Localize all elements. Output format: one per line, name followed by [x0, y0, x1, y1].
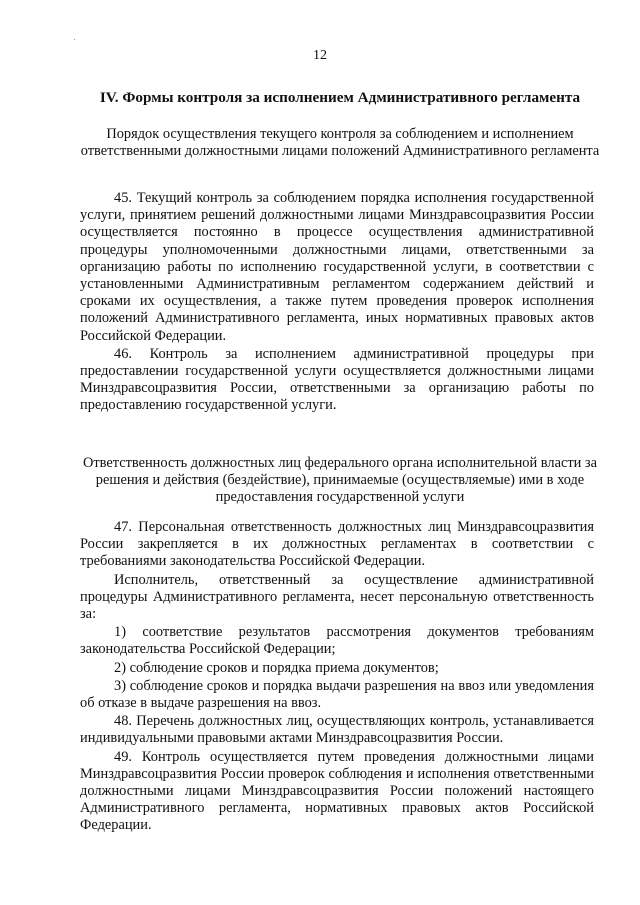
paragraph-47: 47. Персональная ответственность должностных лиц Минздравсоцразвития России закрепляется в их должностных регламентах в соответствии с требованиями законодательства Российской Федерации. [80, 519, 594, 570]
paragraph-49: 49. Контроль осуществляется путем проведения должностными лицами Минздравсоцразвития России проверок соблюдения и исполнения ответственными должностными лицами Минздравсоцразвития России положений настоящего Административного регламента, нормативных правовых актов Российской Федерации. [80, 748, 594, 834]
section-body-current-control [80, 190, 594, 415]
paragraph-45: 45. Текущий контроль за соблюдением порядка исполнения государственной услуги, принятием решений должностными лицами Минздравсоцразвития России осуществляется постоянно в процессе осуществления административной процедуры уполномоченными должностными лицами, ответственными за организацию работы по исполнению государственной услуги, в соответствии с установленными Административным регламентом содержанием действий и сроками их осуществления, а также путем проведения проверок исполнения положений Административного регламента, иных нормативных правовых актов Российской Федерации. [80, 190, 594, 344]
section-title: IV. Формы контроля за исполнением Административного регламента [99, 89, 581, 106]
list-item-2: 2) соблюдение сроков и порядка приема документов; [114, 659, 439, 676]
page-number: 12 [313, 48, 327, 63]
paragraph-48: 48. Перечень должностных лиц, осуществляющих контроль, устанавливается индивидуальными правовыми актами Минздравсоцразвития России. [80, 713, 594, 747]
subsection-title-responsibility: Ответственность должностных лиц федерального органа исполнительной власти за решения и действия (бездействие), принимаемые (осуществляемые) ими в ходе предоставления государственной услуги [82, 455, 598, 506]
section-body-responsibility [80, 519, 594, 835]
scan-speck [74, 39, 75, 40]
list-item-1: 1) соответствие результатов рассмотрения документов требованиям законодательства Российской Федерации; [80, 624, 594, 658]
list-item-3: 3) соблюдение сроков и порядка выдачи разрешения на ввоз или уведомления об отказе в выдаче разрешения на ввоз. [80, 677, 594, 712]
paragraph-executor: Исполнитель, ответственный за осуществление административной процедуры Административного регламента, несет персональную ответственность за: [80, 571, 594, 623]
subsection-title-current-control: Порядок осуществления текущего контроля за соблюдением и исполнением ответственными должностными лицами положений Административного регламента [80, 126, 600, 160]
paragraph-46: 46. Контроль за исполнением административной процедуры при предоставлении государственной услуги осуществляется должностными лицами Минздравсоцразвития России, ответственными за организацию работы по предоставлению государственной услуги. [80, 345, 594, 414]
